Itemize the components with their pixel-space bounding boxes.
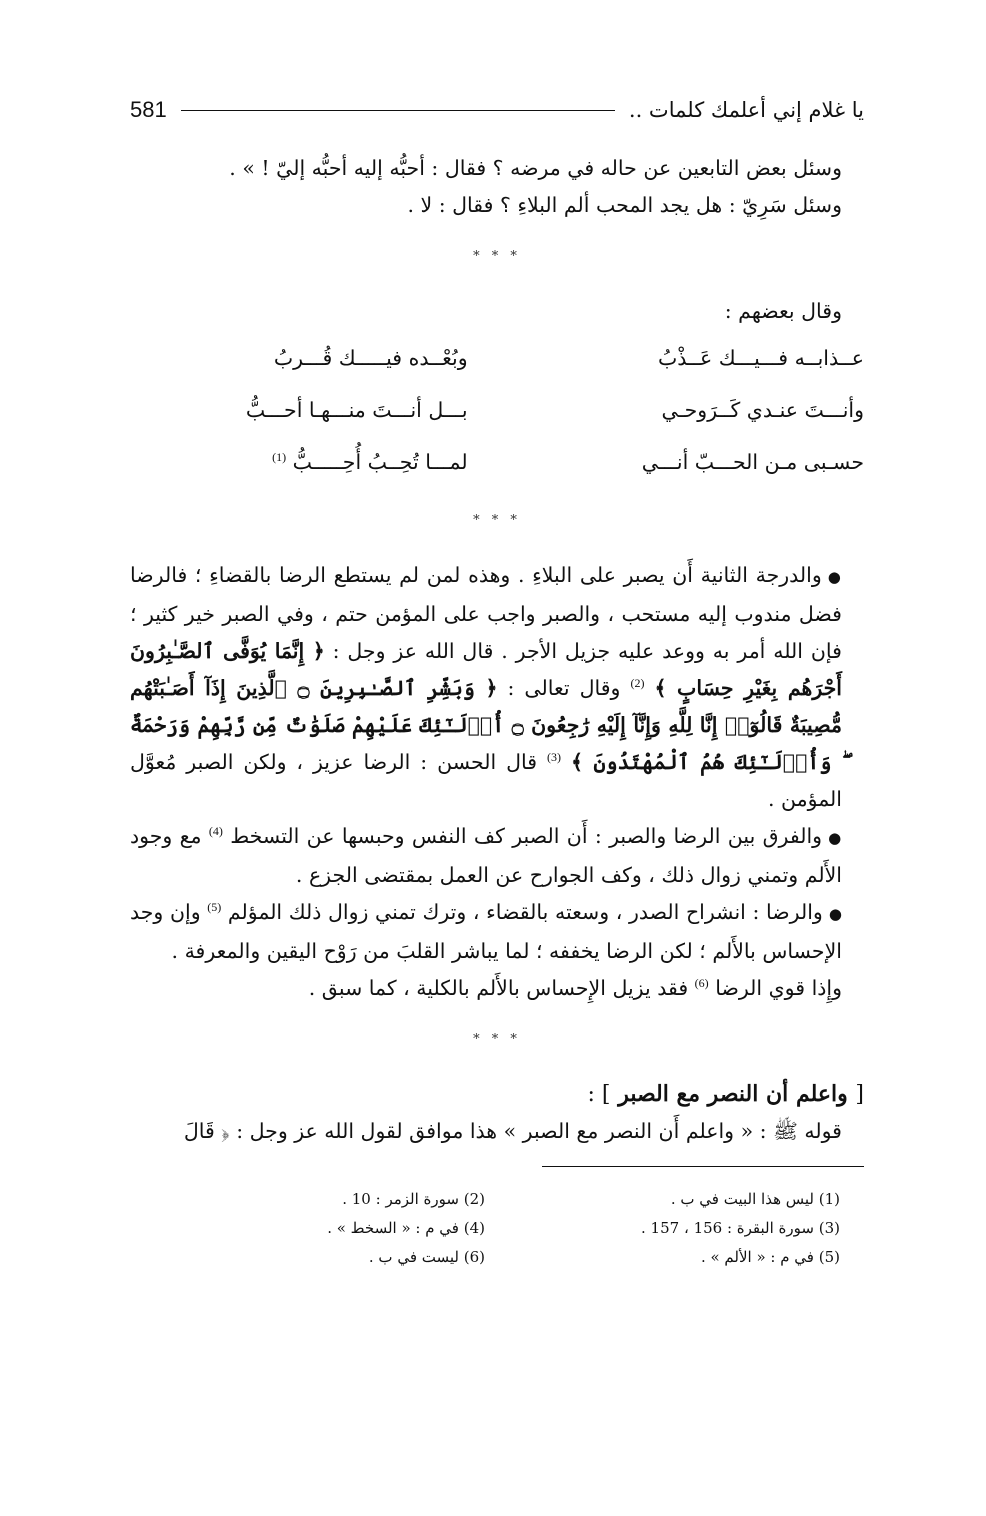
section-heading-text: واعلم أن النصر مع الصبر [618, 1081, 848, 1107]
hemistich-second [130, 444, 468, 481]
running-header [130, 90, 864, 130]
header-rule [181, 110, 615, 111]
poem-verse [130, 332, 864, 384]
paragraph [130, 894, 864, 970]
bracket-open: [ [855, 1082, 864, 1107]
paragraph: قوله ﷺ : « واعلم أَن النصر مع الصبر » هذا موافق لقول الله عز وجل : ﴿ قَالَ [183, 1119, 842, 1143]
text: وقال تعالى : [507, 676, 621, 700]
footnote: (5) في م : « الألم » . [700, 1248, 840, 1266]
footnote-ref: (6) [694, 976, 709, 991]
text: والفرق بين الرضا والصبر : أَن الصبر كف النفس وحبسها عن التسخط [230, 824, 823, 848]
poem [130, 332, 864, 488]
hemistich-second: وبُعْــده فيـــــك قُـــربُ [273, 345, 468, 370]
quran-quote: ﴿ إِنَّمَا يُوَفَّى ٱلصَّـٰبِرُونَ أَجْرَهُم بِغَيْرِ حِسَابٍ ﴾ [130, 639, 842, 700]
footnote-ref: (1) [272, 449, 287, 464]
hemistich-first: وأنـــتَ عنـدي كَــرَوحـي [661, 397, 864, 422]
text: وإن وجد الإحساس بالأَلم ؛ لكن الرضا يخففه ؛ لما يباشر القلبَ من رَوْح اليقين والمعرفة . [130, 900, 842, 963]
footnote: (3) سورة البقرة : 156 ، 157 . [640, 1219, 840, 1237]
poem-verse [130, 436, 864, 488]
section-separator: * * * [473, 1032, 521, 1047]
hemistich-text: لمـــا تُحِــبُ أُحِـــــبُّ [292, 449, 468, 474]
footnote-ref: (3) [547, 750, 562, 765]
text: والرضا : انشراح الصدر ، وسعته بالقضاء ، وترك تمني زوال ذلك المؤلم [227, 900, 823, 924]
footnote: (2) سورة الزمر : 10 . [342, 1190, 485, 1208]
book-page [130, 90, 864, 1272]
text: والدرجة الثانية أَن يصبر على البلاءِ . وهذه لمن لم يستطع الرضا بالقضاءِ ؛ فالرضا فضل مندوب إليه مستحب ، والصبر واجب على المؤمن حتم ، وفي الصبر خير كثير ؛ فإن الله أمر به ووعد عليه جزيل الأجر . قال الله عز وجل : [130, 563, 842, 663]
paragraph [130, 557, 864, 818]
bullet-icon: ● [827, 568, 842, 586]
footnote: (1) ليس هذا البيت في ب . [670, 1190, 840, 1208]
chapter-title: يا غلام إني أعلمك كلمات .. [628, 98, 864, 122]
text: قال الحسن : الرضا عزيز ، ولكن الصبر مُعوَّل المؤمن . [130, 750, 842, 811]
paragraph: وسئل بعض التابعين عن حاله في مرضه ؟ فقال : أحبُّه إليه أحبُّه إليّ ! » . [229, 156, 842, 180]
footnote-rule [542, 1166, 864, 1167]
footnotes [130, 1185, 864, 1272]
footnote-ref: (2) [630, 676, 645, 691]
footnote-ref: (4) [208, 824, 223, 839]
section-heading [130, 1076, 864, 1113]
paragraph [130, 970, 864, 1007]
footnote: (6) ليست في ب . [368, 1248, 485, 1266]
section-separator: * * * [473, 249, 521, 264]
text: مع وجود الأَلم وتمني زوال ذلك ، وكف الجوارح عن العمل بمقتضى الجزع . [130, 824, 842, 887]
bracket-close: ] : [587, 1082, 611, 1107]
section-separator: * * * [473, 513, 521, 528]
paragraph: وسئل سَرِيّ : هل يجد المحب ألم البلاءِ ؟ فقال : لا . [407, 193, 842, 217]
footnote: (4) في م : « السخط » . [327, 1219, 485, 1237]
hemistich-first: حسـبى مـن الحـــبّ أنـــي [641, 449, 864, 474]
quran-quote: ﴿ وَبَشِّرِ ٱلصَّـٰبِرِينَ ۝ ٱلَّذِينَ إِذَآ أَصَـٰبَتْهُم مُّصِيبَةٌ قَالُوٓا۟ إِنَّا لِلَّهِ وَإِنَّآ إِلَيْهِ رَٰجِعُونَ ۝ أُو۟لَـٰٓئِكَ عَلَيْهِمْ صَلَوَٰتٌ مِّن رَّبِّهِمْ وَرَحْمَةٌ ۖ وَأُو۟لَـٰٓئِكَ هُمُ ٱلْمُهْتَدُونَ ﴾ [130, 676, 842, 774]
hemistich-first: عــذابــه فـــيـــك عَــذْبُ [657, 345, 864, 370]
text: وإِذا قوي الرضا [715, 976, 842, 1000]
paragraph [130, 818, 864, 894]
hemistich-second: بـــل أنـــتَ منـــهـا أحـــبُّ [245, 397, 468, 422]
poem-verse [130, 384, 864, 436]
page-number: 581 [130, 97, 167, 122]
bullet-icon: ● [828, 905, 842, 923]
body-text [130, 150, 864, 1150]
poem-intro: وقال بعضهم : [724, 299, 842, 323]
text: فقد يزيل الإِحساس بالأَلم بالكلية ، كما سبق . [308, 976, 689, 1000]
footnote-ref: (5) [207, 900, 222, 915]
bullet-icon: ● [828, 829, 842, 847]
